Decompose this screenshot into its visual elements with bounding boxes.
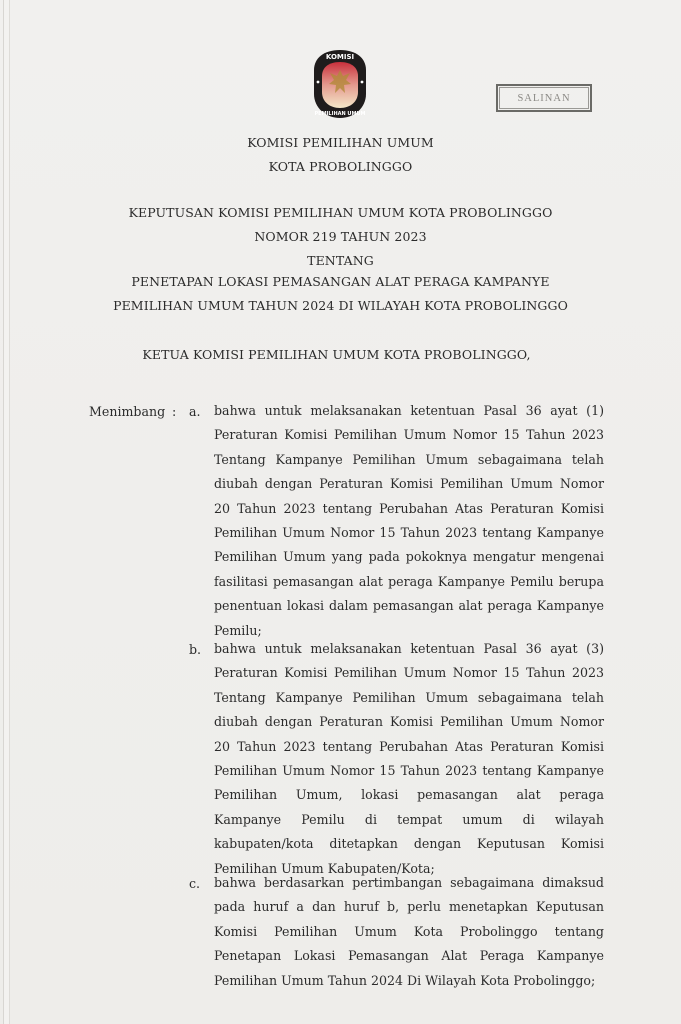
institution-name: KOMISI PEMILIHAN UMUM bbox=[247, 135, 434, 150]
considering-item-line: Pemilihan Umum yang pada pokoknya mengatur mengenai bbox=[214, 549, 604, 565]
kpu-emblem-icon bbox=[312, 48, 368, 120]
considering-item-letter: a. bbox=[189, 404, 201, 419]
considering-item-line: fasilitasi pemasangan alat peraga Kampanye Pemilu berupa bbox=[214, 573, 604, 589]
decree-subject-line-2: PEMILIHAN UMUM TAHUN 2024 DI WILAYAH KOTA PROBOLINGGO bbox=[113, 298, 568, 313]
considering-item-line: diubah dengan Peraturan Komisi Pemilihan Umum Nomor bbox=[214, 714, 604, 730]
considering-item-line: pada huruf a dan huruf b, perlu menetapkan Keputusan bbox=[214, 899, 604, 915]
considering-item-line: Pemilihan Umum, lokasi pemasangan alat peraga bbox=[214, 787, 604, 803]
considering-item bbox=[214, 637, 604, 881]
considering-item-line: 20 Tahun 2023 tentang Perubahan Atas Peraturan Komisi bbox=[214, 500, 604, 516]
considering-item-line: diubah dengan Peraturan Komisi Pemilihan Umum Nomor bbox=[214, 476, 604, 492]
considering-item-line: Peraturan Komisi Pemilihan Umum Nomor 15 Tahun 2023 bbox=[214, 427, 604, 443]
considering-item-line: Pemilihan Umum Nomor 15 Tahun 2023 tentang Kampanye bbox=[214, 524, 604, 540]
decree-about: TENTANG bbox=[307, 253, 374, 268]
considering-item-line: Pemilihan Umum Nomor 15 Tahun 2023 tentang Kampanye bbox=[214, 762, 604, 778]
decree-title: KEPUTUSAN KOMISI PEMILIHAN UMUM KOTA PROBOLINGGO bbox=[128, 205, 553, 220]
considering-item bbox=[214, 871, 604, 993]
page-edge bbox=[3, 0, 10, 1024]
issuer: KETUA KOMISI PEMILIHAN UMUM KOTA PROBOLINGGO, bbox=[142, 347, 531, 362]
considering-colon: : bbox=[172, 404, 177, 419]
considering-item-line: Komisi Pemilihan Umum Kota Probolinggo tentang bbox=[214, 923, 604, 939]
decree-subject-line-1: PENETAPAN LOKASI PEMASANGAN ALAT PERAGA KAMPANYE bbox=[131, 274, 550, 289]
considering-item-line: Pemilu; bbox=[214, 622, 262, 638]
considering-item-letter: c. bbox=[189, 876, 201, 891]
decree-number: NOMOR 219 TAHUN 2023 bbox=[254, 229, 427, 244]
considering-item-line: penentuan lokasi dalam pemasangan alat peraga Kampanye bbox=[214, 598, 604, 614]
considering-item-line: bahwa untuk melaksanakan ketentuan Pasal 36 ayat (3) bbox=[214, 641, 604, 656]
considering-item-line: Pemilihan Umum Kabupaten/Kota; bbox=[214, 860, 435, 876]
considering-label: Menimbang bbox=[89, 404, 166, 419]
considering-item-line: bahwa untuk melaksanakan ketentuan Pasal 36 ayat (1) bbox=[214, 403, 604, 418]
svg-text:PEMILIHAN UMUM: PEMILIHAN UMUM bbox=[314, 111, 366, 117]
considering-item-letter: b. bbox=[189, 642, 202, 657]
considering-item-line: Tentang Kampanye Pemilihan Umum sebagaimana telah bbox=[214, 451, 604, 467]
considering-item-line: Penetapan Lokasi Pemasangan Alat Peraga Kampanye bbox=[214, 948, 604, 964]
considering-item-line: Kampanye Pemilu di tempat umum di wilayah bbox=[214, 811, 604, 827]
considering-item-line: 20 Tahun 2023 tentang Perubahan Atas Peraturan Komisi bbox=[214, 738, 604, 754]
copy-stamp-label: SALINAN bbox=[517, 92, 571, 104]
svg-text:KOMISI: KOMISI bbox=[325, 53, 355, 61]
considering-item-line: Peraturan Komisi Pemilihan Umum Nomor 15 Tahun 2023 bbox=[214, 665, 604, 681]
considering-item-line: Pemilihan Umum Tahun 2024 Di Wilayah Kota Probolinggo; bbox=[214, 972, 596, 988]
considering-item-line: kabupaten/kota ditetapkan dengan Keputusan Komisi bbox=[214, 836, 604, 852]
institution-city: KOTA PROBOLINGGO bbox=[268, 159, 413, 174]
considering-item-line: bahwa berdasarkan pertimbangan sebagaimana dimaksud bbox=[214, 875, 604, 890]
considering-item-line: Tentang Kampanye Pemilihan Umum sebagaimana telah bbox=[214, 689, 604, 705]
copy-stamp bbox=[496, 84, 592, 112]
considering-item bbox=[214, 399, 604, 643]
